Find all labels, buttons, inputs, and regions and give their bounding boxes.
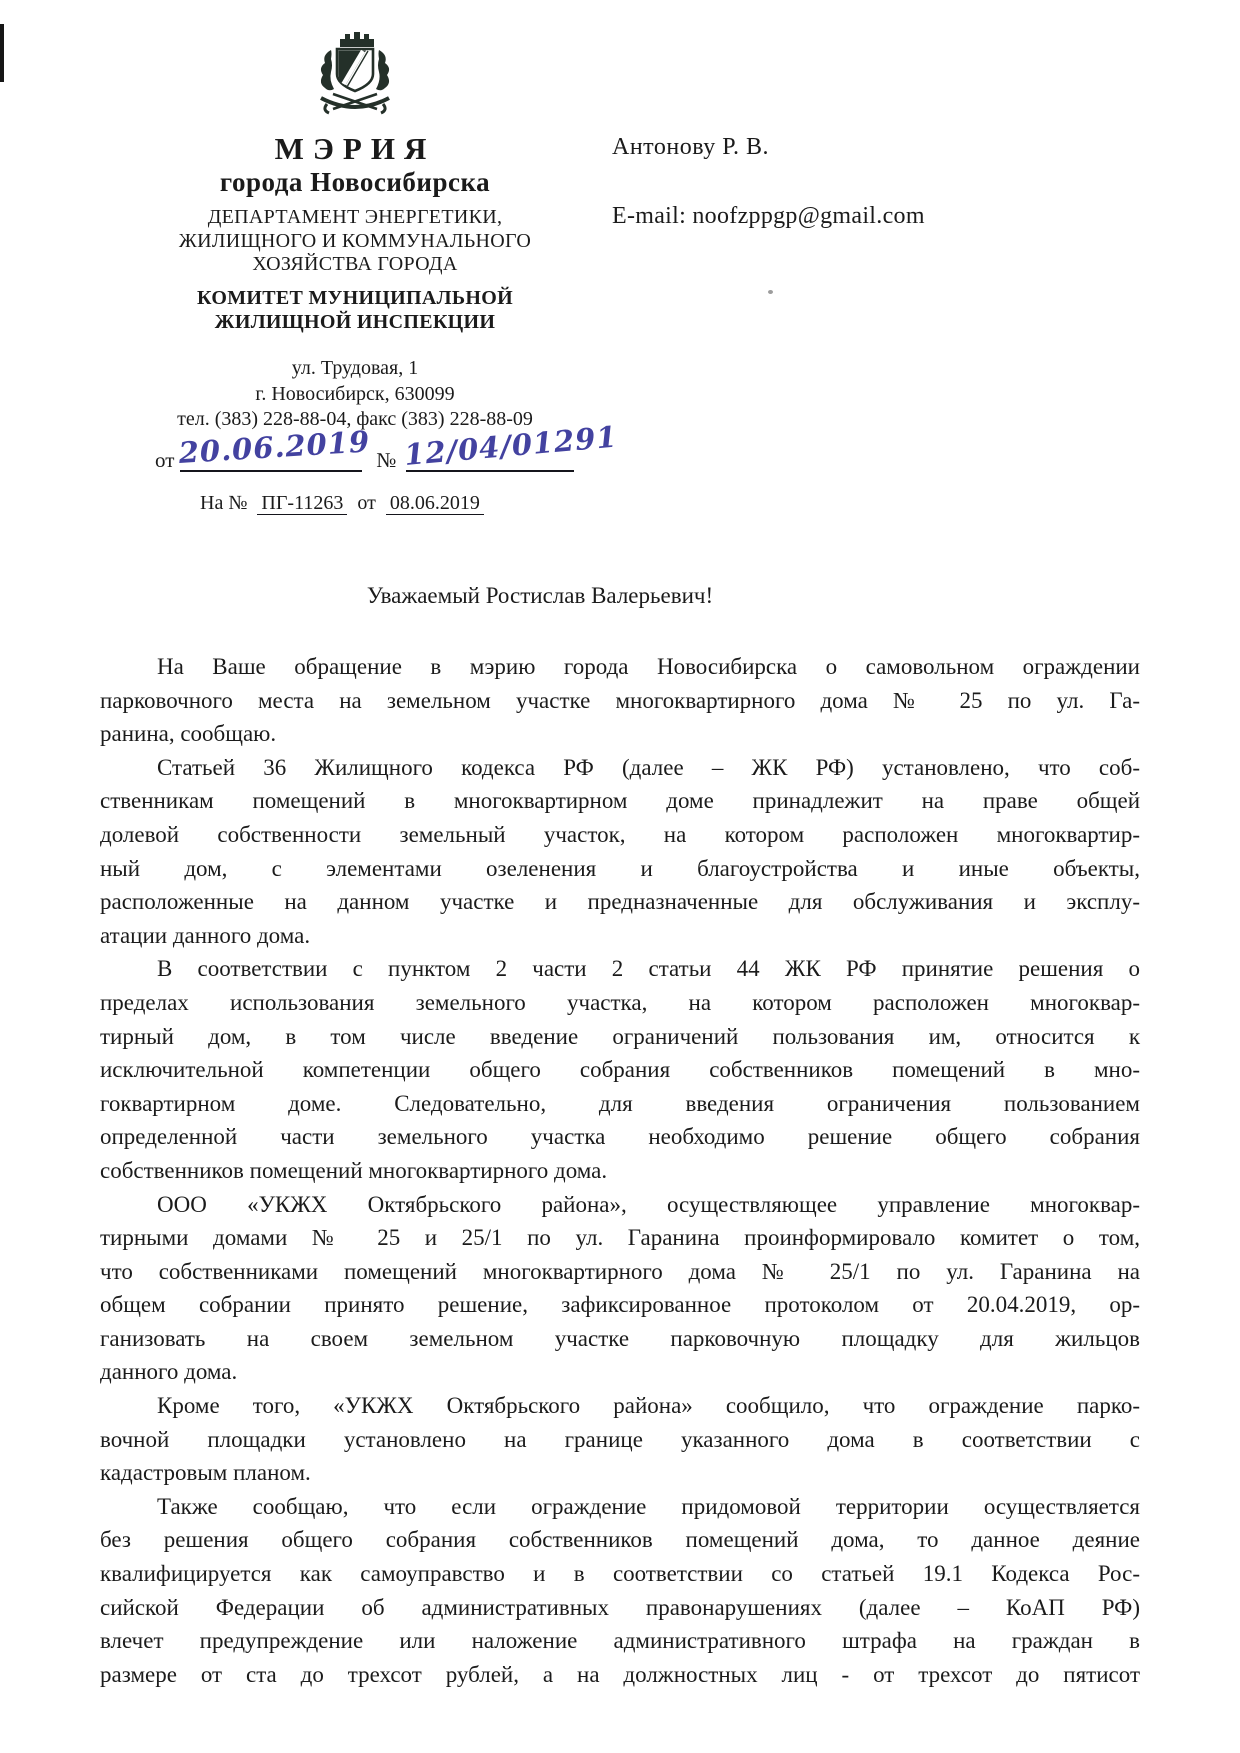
outgoing-number-field	[403, 419, 620, 473]
org-committee	[95, 287, 615, 334]
body-line: парковочного места на земельном участке многоквартирного дома № 25 по ул. Га-	[100, 687, 1140, 713]
body-line: собственников помещений многоквартирного дома.	[100, 1157, 608, 1183]
org-department-line: ХОЗЯЙСТВА ГОРОДА	[252, 253, 458, 275]
body-paragraph	[100, 1389, 1140, 1490]
body-line: атации данного дома.	[100, 922, 311, 948]
body-line: Кроме того, «УКЖХ Октябрьского района» сообщило, что ограждение парко-	[157, 1393, 1140, 1419]
recipient-email: E-mail: noofzppgp@gmail.com	[612, 203, 925, 229]
body-line: ственникам помещений в многоквартирном доме принадлежит на праве общей	[100, 788, 1140, 814]
body-line: кадастровым планом.	[100, 1460, 311, 1486]
body-line: вочной площадки установлено на границе указанного дома в соответствии с	[100, 1426, 1140, 1452]
body-line: В соответствии с пунктом 2 части 2 статьи 44 ЖК РФ принятие решения о	[157, 956, 1140, 982]
body-line: сийской Федерации об административных правонарушениях (далее – КоАП РФ)	[100, 1594, 1140, 1620]
body-line: Статьей 36 Жилищного кодекса РФ (далее – ЖК РФ) установлено, что соб-	[157, 754, 1140, 780]
org-department-line: ДЕПАРТАМЕНТ ЭНЕРГЕТИКИ,	[207, 206, 503, 228]
body-line: определенной части земельного участка необходимо решение общего собрания	[100, 1124, 1140, 1150]
body-paragraph	[100, 751, 1140, 953]
body-line: ганизовать на своем земельном участке парковочную площадку для жильцов	[100, 1325, 1140, 1351]
body-line: что собственниками помещений многоквартирного дома № 25/1 по ул. Гаранина на	[100, 1258, 1140, 1284]
reference-number: ПГ-11263	[257, 492, 347, 515]
body-line: ранина, сообщаю.	[100, 721, 277, 747]
letter-body	[100, 650, 1140, 1691]
body-line: Также сообщаю, что если ограждение придомовой территории осуществляется	[157, 1493, 1140, 1519]
org-city: города Новосибирска	[219, 167, 491, 197]
org-address-line: тел. (383) 228-88-04, факс (383) 228-88-09	[177, 408, 533, 430]
body-line: ный дом, с элементами озеленения и благоустройства и иные объекты,	[100, 855, 1140, 881]
outgoing-from-label: от	[155, 448, 175, 472]
recipient-name: Антонову Р. В.	[612, 134, 770, 160]
body-line: ООО «УКЖХ Октябрьского района», осуществляющее управление многоквар-	[157, 1191, 1140, 1217]
body-line: данного дома.	[100, 1359, 238, 1385]
outgoing-number-label: №	[376, 448, 397, 472]
outgoing-date-handwritten: 20.06.2019	[178, 424, 372, 471]
org-address	[95, 356, 615, 433]
body-line: долевой собственности земельный участок, на котором расположен многоквартир-	[100, 821, 1140, 847]
novosibirsk-emblem-icon	[307, 30, 403, 124]
body-paragraph	[100, 1490, 1140, 1692]
body-paragraph	[100, 1188, 1140, 1390]
reference-row	[200, 492, 484, 515]
body-line: тирными домами № 25 и 25/1 по ул. Гаранина проинформировало комитет о том,	[100, 1225, 1140, 1251]
salutation: Уважаемый Ростислав Валерьевич!	[366, 583, 714, 608]
org-title: МЭРИЯ	[274, 131, 436, 166]
reference-label: На №	[200, 492, 248, 514]
body-line: тирный дом, в том числе введение ограничений пользования им, относится к	[100, 1023, 1140, 1049]
scan-speck-artifact	[768, 290, 773, 294]
body-line: пределах использования земельного участка, на котором расположен многоквар-	[100, 989, 1140, 1015]
org-department	[95, 206, 615, 277]
body-line: На Ваше обращение в мэрию города Новосибирска о самовольном ограждении	[157, 654, 1140, 679]
org-address-line: ул. Трудовая, 1	[291, 357, 419, 379]
body-line: влечет предупреждение или наложение административного штрафа на граждан в	[100, 1628, 1140, 1654]
outgoing-date-field	[178, 424, 372, 472]
scan-edge-artifact	[0, 24, 4, 82]
body-paragraph	[100, 952, 1140, 1187]
org-committee-line: КОМИТЕТ МУНИЦИПАЛЬНОЙ	[197, 287, 513, 309]
reference-date: 08.06.2019	[386, 492, 484, 515]
body-line: размере от ста до трехсот рублей, а на должностных лиц - от трехсот до пятисот	[100, 1661, 1140, 1687]
body-paragraph	[100, 650, 1140, 751]
body-line: исключительной компетенции общего собрания собственников помещений в мно-	[100, 1057, 1140, 1083]
org-address-line: г. Новосибирск, 630099	[255, 382, 455, 405]
body-line: квалифицируется как самоуправство и в соответствии со статьей 19.1 Кодекса Рос-	[100, 1561, 1140, 1587]
body-line: без решения общего собрания собственников помещений дома, то данное деяние	[100, 1527, 1140, 1553]
body-line: общем собрании принято решение, зафиксированное протоколом от 20.04.2019, ор-	[100, 1292, 1140, 1318]
reference-from-label: от	[357, 492, 376, 514]
outgoing-number-handwritten: 12/04/01291	[403, 419, 620, 473]
body-line: расположенные на данном участке и предназначенные для обслуживания и эксплу-	[100, 889, 1140, 915]
org-department-line: ЖИЛИЩНОГО И КОММУНАЛЬНОГО	[178, 229, 532, 252]
org-committee-line: ЖИЛИЩНОЙ ИНСПЕКЦИИ	[214, 310, 496, 333]
body-line: гоквартирном доме. Следовательно, для введения ограничения пользованием	[100, 1090, 1140, 1116]
